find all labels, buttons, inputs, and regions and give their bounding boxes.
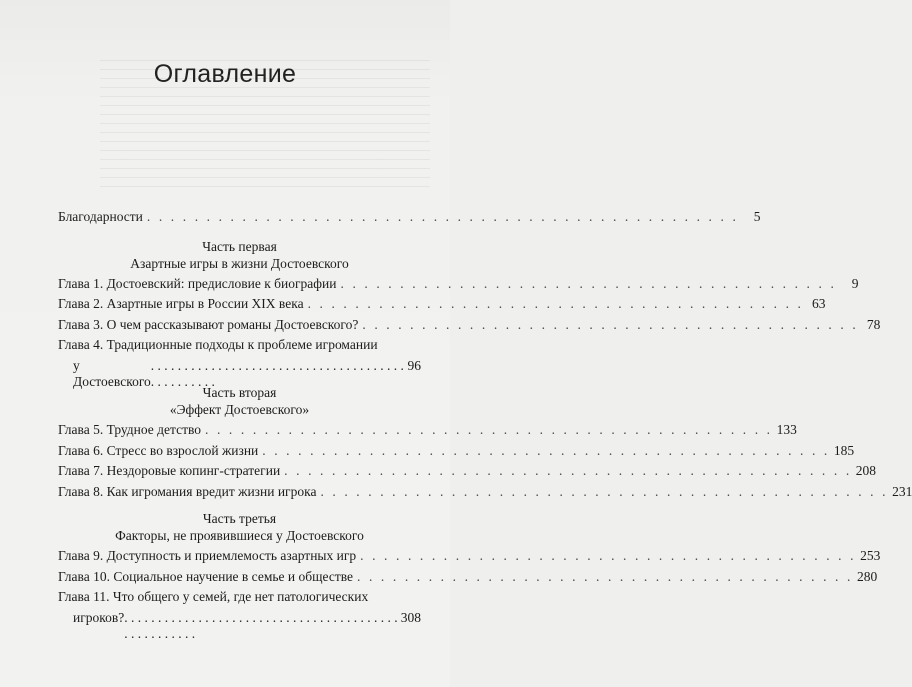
table-of-contents	[58, 209, 912, 641]
leader-dots: . . . . . . . . . . . . . . . . . . . . . . . . . . . . . . . . . . . . . . . . . .	[340, 275, 837, 291]
toc-entry-acknowledgements	[58, 209, 761, 230]
leader-dots: . . . . . . . . . . . . . . . . . . . . . . . . . . . . . . . . . . . . . . . . . . . . . . . .	[205, 422, 773, 437]
toc-page-number: 253	[860, 548, 881, 563]
toc-entry-label: Глава 7. Нездоровые копинг-стратегии	[58, 463, 281, 478]
toc-entry-chapter-11	[58, 589, 421, 641]
toc-entry-label-continued: у Достоевского	[73, 357, 151, 389]
leader-dots: . . . . . . . . . . . . . . . . . . . . . . . . . . . . . . . . . . . . . . . . . . . . . . . . . . . .	[124, 609, 398, 641]
part-subtitle: «Эффект Достоевского»	[169, 402, 310, 417]
toc-entry-chapter-1	[58, 275, 859, 297]
leader-dots: . . . . . . . . . . . . . . . . . . . . . . . . . . . . . . . . . . . . . . . . . . . . . . . .	[150, 357, 404, 389]
leader-dots: . . . . . . . . . . . . . . . . . . . . . . . . . . . . . . . . . . . . . . . . . . . . . . . .	[284, 463, 852, 478]
part-title: Часть первая	[202, 238, 277, 254]
toc-entry-chapter-10	[58, 568, 878, 590]
toc-entry-chapter-2	[58, 296, 826, 317]
toc-entry-chapter-6	[58, 442, 855, 464]
toc-page-number: 185	[833, 442, 855, 458]
toc-entry-label: Глава 9. Доступность и приемлемость азартных игр	[58, 548, 357, 563]
toc-page-number: 308	[400, 609, 421, 625]
part-heading-1	[58, 238, 421, 272]
toc-page-number: 208	[855, 463, 877, 478]
leader-dots: . . . . . . . . . . . . . . . . . . . . . . . . . . . . . . . . . . . . . . . . . .	[357, 568, 853, 584]
part-title: Часть вторая	[202, 385, 277, 400]
toc-entry-label: Глава 4. Традиционные подходы к проблеме игромании	[58, 337, 378, 352]
toc-page-number: 5	[753, 209, 761, 224]
part-heading-3	[58, 510, 421, 544]
toc-entry-label: Глава 11. Что общего у семей, где нет патологических	[58, 589, 369, 604]
toc-entry-chapter-7	[58, 463, 877, 484]
toc-entry-label: Глава 6. Стресс во взрослой жизни	[58, 442, 259, 458]
toc-page-number: 231	[892, 483, 912, 499]
toc-entry-label: Благодарности	[58, 209, 143, 224]
leader-dots: . . . . . . . . . . . . . . . . . . . . . . . . . . . . . . . . . . . . . . . . . . . . . . . .	[320, 483, 889, 499]
toc-entry-chapter-9	[58, 548, 881, 569]
toc-page-number: 280	[856, 568, 878, 584]
toc-page-number: 133	[776, 422, 797, 437]
leader-dots: . . . . . . . . . . . . . . . . . . . . . . . . . . . . . . . . . . . . . . . . . . . . . . . . . .	[146, 209, 739, 224]
toc-entry-chapter-8	[58, 483, 912, 505]
leader-dots: . . . . . . . . . . . . . . . . . . . . . . . . . . . . . . . . . . . . . . . . . .	[362, 316, 859, 332]
part-subtitle: Факторы, не проявившиеся у Достоевского	[115, 528, 364, 543]
toc-entry-label: Глава 10. Социальное научение в семье и обществе	[58, 568, 354, 584]
toc-entry-label: Глава 5. Трудное детство	[58, 422, 202, 437]
toc-page-number: 96	[407, 357, 421, 373]
toc-entry-chapter-3	[58, 316, 881, 338]
toc-page-number: 9	[851, 275, 859, 291]
part-subtitle: Азартные игры в жизни Достоевского	[130, 255, 349, 271]
toc-entry-label-continued: игроков?	[73, 609, 125, 625]
toc-entry-label: Глава 8. Как игромания вредит жизни игрока	[58, 483, 317, 499]
part-title: Часть третья	[202, 511, 277, 526]
toc-entry-chapter-4	[58, 337, 421, 389]
toc-entry-label: Глава 1. Достоевский: предисловие к биографии	[58, 275, 337, 291]
leader-dots: . . . . . . . . . . . . . . . . . . . . . . . . . . . . . . . . . . . . . . . . . .	[360, 548, 857, 563]
leader-dots: . . . . . . . . . . . . . . . . . . . . . . . . . . . . . . . . . . . . . . . . . . . . . . . .	[262, 442, 830, 458]
leader-dots: . . . . . . . . . . . . . . . . . . . . . . . . . . . . . . . . . . . . . . . . . .	[307, 296, 804, 311]
toc-entry-chapter-5	[58, 422, 797, 443]
page-title: Оглавление	[153, 60, 297, 88]
toc-entry-label: Глава 2. Азартные игры в России XIX века	[58, 296, 304, 311]
toc-page-number: 78	[866, 316, 881, 332]
toc-entry-label: Глава 3. О чем рассказывают романы Достоевского?	[58, 316, 359, 332]
toc-page-number: 63	[812, 296, 826, 311]
